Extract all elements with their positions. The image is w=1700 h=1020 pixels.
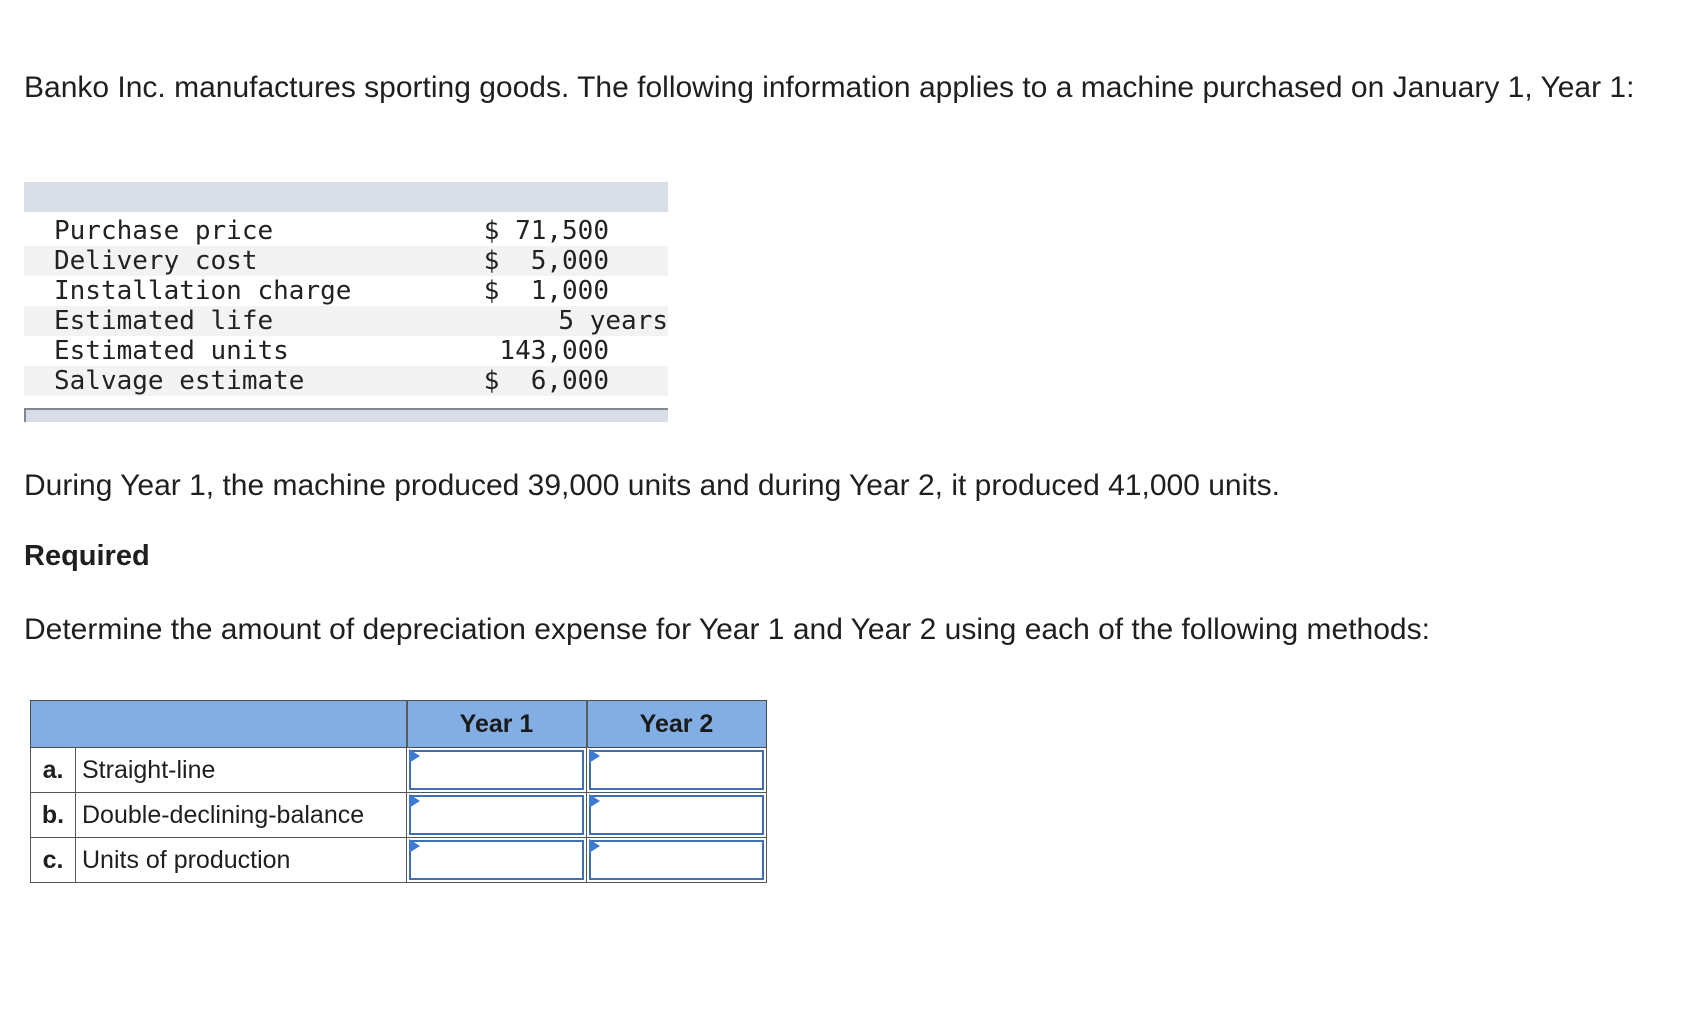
straight-line-year2-input[interactable] <box>589 750 764 790</box>
ddb-year2-input[interactable] <box>589 795 764 835</box>
row-letter: c. <box>31 838 76 883</box>
info-label: Delivery cost <box>54 246 258 276</box>
row-letter: a. <box>31 748 76 793</box>
units-production-year2-input[interactable] <box>589 840 764 880</box>
input-marker-icon <box>409 794 420 808</box>
info-label: Salvage estimate <box>54 366 305 396</box>
asset-info-table <box>24 182 668 422</box>
required-heading: Required <box>24 540 150 572</box>
header-year-2: Year 2 <box>587 701 767 748</box>
info-value: 143,000 <box>499 336 609 366</box>
answer-row-units-of-production <box>31 838 767 883</box>
info-value: $ 71,500 <box>483 216 609 246</box>
instructions-text: Determine the amount of depreciation expense for Year 1 and Year 2 using each of the following methods: <box>24 613 1430 646</box>
info-row-delivery-cost <box>24 246 668 276</box>
answer-cell <box>407 793 587 838</box>
answer-cell <box>407 748 587 793</box>
input-marker-icon <box>589 794 600 808</box>
input-marker-icon <box>589 839 600 853</box>
info-value: $ 6,000 <box>483 366 609 396</box>
answer-row-straight-line <box>31 748 767 793</box>
info-row-purchase-price <box>24 216 668 246</box>
row-method: Double-declining-balance <box>76 793 407 838</box>
answer-cell <box>587 793 767 838</box>
info-value: 5 years <box>558 306 668 336</box>
info-row-estimated-units <box>24 336 668 366</box>
info-row-installation-charge <box>24 276 668 306</box>
info-value: $ 5,000 <box>483 246 609 276</box>
answer-row-double-declining <box>31 793 767 838</box>
depreciation-answer-table <box>30 700 767 883</box>
row-method: Straight-line <box>76 748 407 793</box>
ddb-year1-input[interactable] <box>409 795 584 835</box>
answer-cell <box>407 838 587 883</box>
answer-cell <box>587 748 767 793</box>
info-table-header-bar <box>24 182 668 212</box>
info-label: Estimated life <box>54 306 274 336</box>
header-blank-cell <box>31 701 407 748</box>
production-text: During Year 1, the machine produced 39,000 units and during Year 2, it produced 41,000 units. <box>24 469 1280 502</box>
info-label: Estimated units <box>54 336 289 366</box>
info-value: $ 1,000 <box>483 276 609 306</box>
info-label: Installation charge <box>54 276 352 306</box>
answer-table-header-row <box>31 701 767 748</box>
info-label: Purchase price <box>54 216 274 246</box>
input-marker-icon <box>409 839 420 853</box>
row-letter: b. <box>31 793 76 838</box>
input-marker-icon <box>409 749 420 763</box>
units-production-year1-input[interactable] <box>409 840 584 880</box>
info-row-estimated-life <box>24 306 668 336</box>
intro-text: Banko Inc. manufactures sporting goods. The following information applies to a machine purchased on January 1, Year 1: <box>24 71 1635 104</box>
answer-cell <box>587 838 767 883</box>
header-year-1: Year 1 <box>407 701 587 748</box>
info-row-salvage-estimate <box>24 366 668 396</box>
row-method: Units of production <box>76 838 407 883</box>
straight-line-year1-input[interactable] <box>409 750 584 790</box>
info-table-footer-bar <box>24 408 668 422</box>
input-marker-icon <box>589 749 600 763</box>
